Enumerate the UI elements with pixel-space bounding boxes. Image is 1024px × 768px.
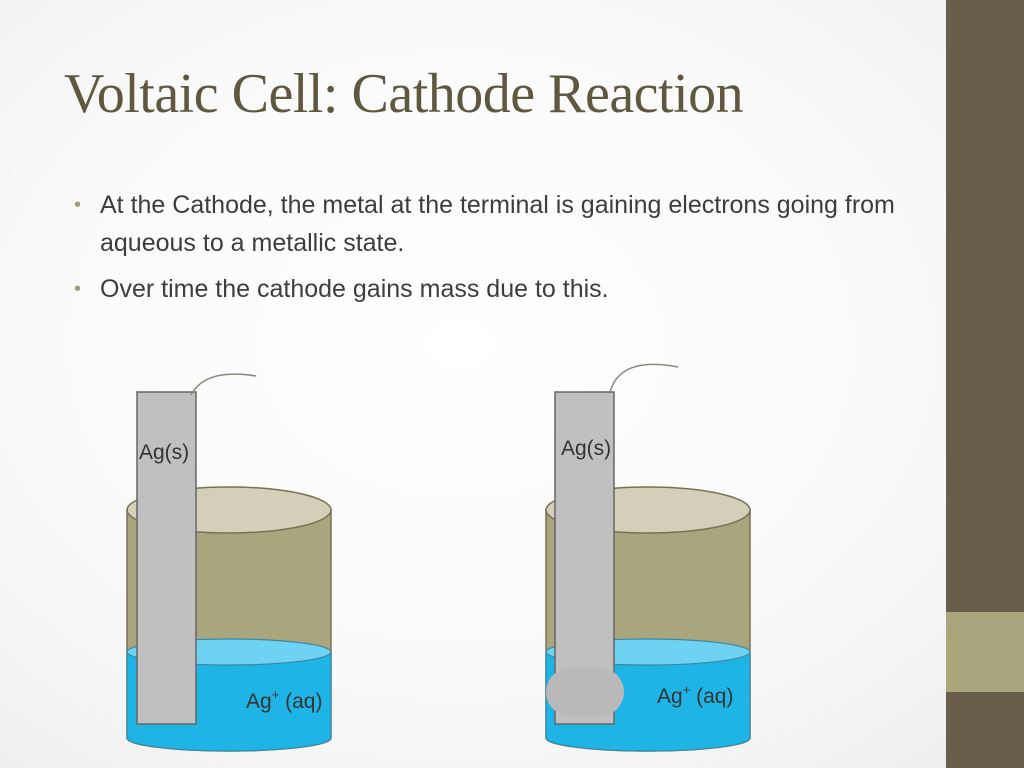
silver-deposit bbox=[546, 668, 624, 716]
beaker-right bbox=[546, 364, 750, 751]
slide-title: Voltaic Cell: Cathode Reaction bbox=[64, 63, 744, 125]
bullet-dot-icon: • bbox=[74, 194, 82, 216]
bullet-dot-icon: • bbox=[74, 278, 82, 300]
wire-right bbox=[610, 364, 678, 392]
electrode-left-label: Ag(s) bbox=[139, 441, 190, 464]
beaker-left bbox=[127, 374, 331, 751]
solution-left-label: Ag+ (aq) bbox=[246, 687, 323, 713]
bullet-text: Over time the cathode gains mass due to this. bbox=[100, 275, 609, 303]
solution-right-label: Ag+ (aq) bbox=[657, 682, 734, 708]
electrode-right-label: Ag(s) bbox=[561, 437, 612, 460]
wire-left bbox=[191, 374, 256, 395]
bullet-text: At the Cathode, the metal at the terminal is gaining electrons going from aqueous to a metallic state. bbox=[100, 191, 895, 257]
